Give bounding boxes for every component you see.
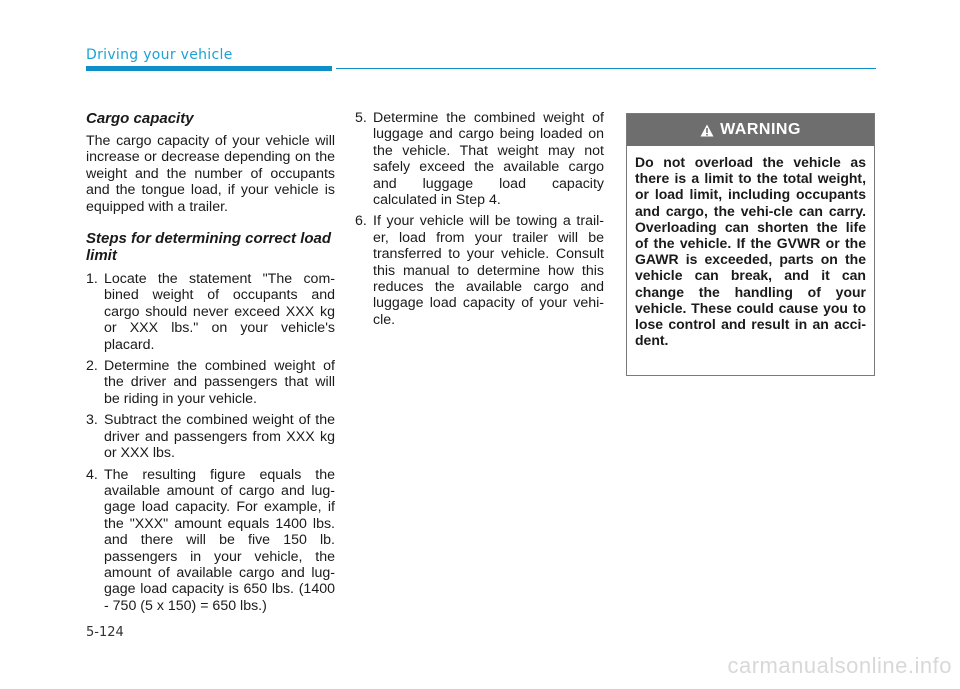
list-number: 2. [86, 358, 98, 375]
list-item [355, 213, 604, 328]
list-text: Locate the statement "The com-bined weight of occupants and cargo should never exceed XXX kg or XXX lbs." on your vehicle's placard. [104, 271, 335, 353]
list-text: The resulting figure equals the available amount of cargo and lug-gage load capacity. For example, if the "XXX" amount equals 1400 lbs. and there will be five 150 lb. passengers in your vehicle, the amount of available cargo and lug-gage load capacity is 650 lbs. (1400 - 750 (5 x 150) = 650 lbs.) [104, 466, 335, 614]
warning-body: Do not overload the vehicle as there is a limit to the total weight, or load limit, including occupants and cargo, the vehi-cle can carry. Overloading can shorten the life of the vehicle. If the GVWR or the GAWR is exceeded, parts on the vehicle can break, and it can change the handling of your vehicle. These could cause you to lose control and result in an acci-dent. [635, 154, 866, 349]
list-number: 3. [86, 412, 98, 429]
section-title: Driving your vehicle [86, 47, 233, 63]
warning-header [627, 114, 874, 146]
list-item [86, 271, 335, 353]
warning-triangle-icon [700, 124, 714, 137]
cargo-capacity-heading: Cargo capacity [86, 110, 194, 127]
list-number: 4. [86, 466, 98, 483]
list-item [86, 467, 335, 615]
left-column [86, 110, 335, 619]
cargo-capacity-paragraph: The cargo capacity of your vehicle will increase or decrease depending on the weight and the number of occupants and the tongue load, if your vehicle is equipped with a trailer. [86, 133, 335, 215]
list-number: 5. [355, 110, 367, 126]
header-rule-thin [336, 68, 876, 69]
header-rule-thick [86, 66, 332, 71]
page-number: 5-124 [86, 625, 124, 640]
middle-column [355, 110, 604, 333]
list-item [86, 412, 335, 461]
list-item [355, 110, 604, 208]
warning-box [626, 113, 875, 376]
steps-heading: Steps for determining correct load limit [86, 230, 332, 265]
list-text: Determine the combined weight of luggage and cargo being loaded on the vehicle. That weight may not safely exceed the available cargo and luggage load capacity calculated in Step 4. [373, 110, 604, 209]
list-item [86, 358, 335, 407]
warning-title: WARNING [720, 121, 801, 138]
watermark: carmanualsonline.info [727, 653, 952, 678]
list-text: Subtract the combined weight of the driver and passengers from XXX kg or XXX lbs. [104, 412, 335, 462]
list-number: 6. [355, 213, 367, 230]
list-text: Determine the combined weight of the driver and passengers that will be riding in your vehicle. [104, 358, 335, 407]
list-number: 1. [86, 271, 98, 288]
list-text: If your vehicle will be towing a trail-er, load from your trailer will be transferred to your vehicle. Consult this manual to determine how this reduces the available cargo and luggage load capacity of your vehi-cle. [373, 213, 604, 328]
